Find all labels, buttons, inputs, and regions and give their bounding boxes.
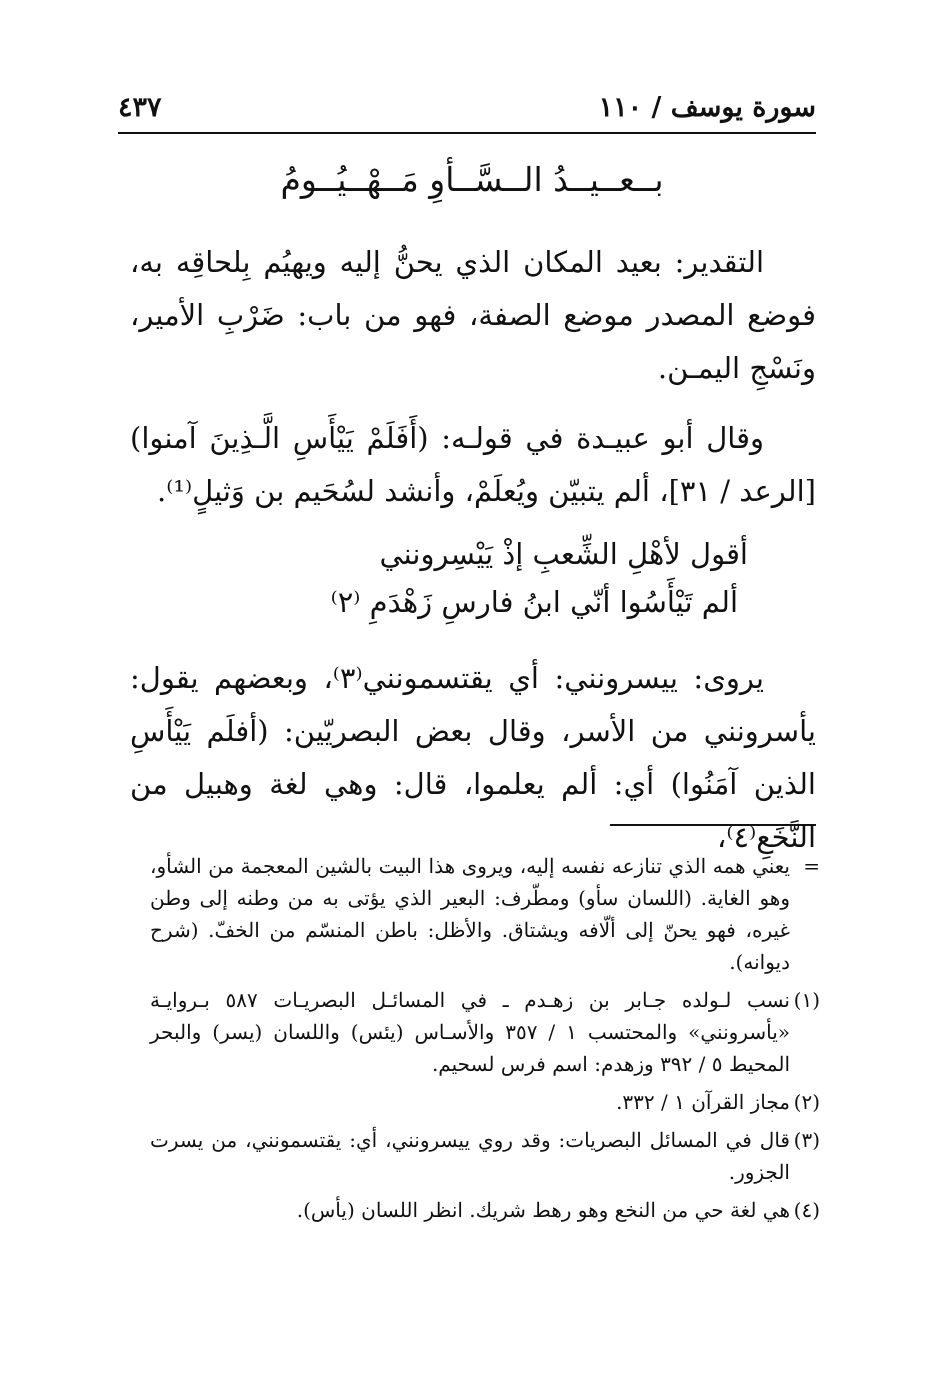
paragraph-3 xyxy=(130,652,816,864)
footnote-text: نسب لـولده جـابر بن زهـدم ـ في المسائـل البصريـات ٥٨٧ بـروايـة «يأسرونني» والمحتسب ١ / ٣٥٧ والأسـاس (يئس) واللسان (يسر) والبحر المحيط ٥ / ٣٩٢ وزهدم: اسم فرس لسحيم. xyxy=(150,988,791,1076)
paragraph-text: يروى: ييسرونني: أي يقتسمونني⁽٣⁾، وبعضهم يقول: يأسرونني من الأسر، وقال بعض البصريّين: (أفلَم يَيْأَسِ الذين آمَنُوا) أي: ألم يعلموا، قال: وهي لغة وهبيل من النَّخَعِ⁽٤⁾، xyxy=(130,661,816,854)
poem-hemistich-2: ألم تَيْأَسُوا أنّي ابنُ فارسِ زَهْدَمِ ⁽٢⁾ xyxy=(330,585,738,619)
page-number: ٤٣٧ xyxy=(118,92,162,123)
footnote-text: يعني همه الذي تنازعه نفسه إليه، ويروى هذا البيت بالشين المعجمة من الشأو، وهو الغاية. (اللسان سأو) ومطّرف: البعير الذي يؤتى به من وطنه إلى وطن غيره، فهو يحنّ إلى ألّافه ويشتاق. والأظل: باطن المنسّم من الخفّ. (شرح ديوانه). xyxy=(150,854,790,974)
paragraph-2 xyxy=(130,412,816,518)
footnote-1 xyxy=(150,984,820,1080)
poem-verse xyxy=(331,530,748,626)
footnote-4 xyxy=(150,1194,820,1226)
paragraph-text: التقدير: بعيد المكان الذي يحنُّ إليه ويهيُم بِلحاقِه به، فوضع المصدر موضع الصفة، فهو من باب: ضَرْبِ الأمير، ونَسْجِ اليمـن. xyxy=(130,245,816,385)
paragraph-text: وقال أبو عبيـدة في قولـه: (أَفَلَمْ يَيْأَسِ الَّـذِينَ آمنوا) [الرعد / ٣١]، ألم يتبيّن ويُعلَمْ، وأنشد لسُحَيم بن وَثيلٍ⁽¹⁾. xyxy=(130,421,816,508)
footnote-mark: (١) xyxy=(793,988,820,1012)
footnote-mark: = xyxy=(803,854,820,878)
footnote-text: قال في المسائل البصريات: وقد روي ييسرونني، أي: يقتسمونني، من يسرت الجزور. xyxy=(150,1128,790,1184)
poem-hemistich-1: أقول لأهْلِ الشِّعبِ إذْ يَيْسِرونني xyxy=(379,537,748,571)
footnote-2 xyxy=(150,1086,820,1118)
footnote-text: مجاز القرآن ١ / ٣٣٢. xyxy=(616,1090,790,1114)
footnote-mark: (٢) xyxy=(793,1090,820,1114)
header-title: سورة يوسف / ١١٠ xyxy=(598,92,816,123)
footnote-text: هي لغة حي من النخع وهو رهط شريك. انظر اللسان (يأس). xyxy=(296,1198,790,1222)
footnotes xyxy=(150,850,820,1232)
verse-hemistich: بــعــيــدُ الــسَّــأوِ مَــهْــيُــومُ xyxy=(280,160,664,199)
footnote-continued xyxy=(150,850,820,978)
footnote-divider xyxy=(610,824,816,826)
footnote-3 xyxy=(150,1124,820,1188)
running-header xyxy=(118,92,816,134)
paragraph-1 xyxy=(130,236,816,395)
footnote-mark: (٣) xyxy=(793,1128,820,1152)
footnote-mark: (٤) xyxy=(793,1198,820,1222)
